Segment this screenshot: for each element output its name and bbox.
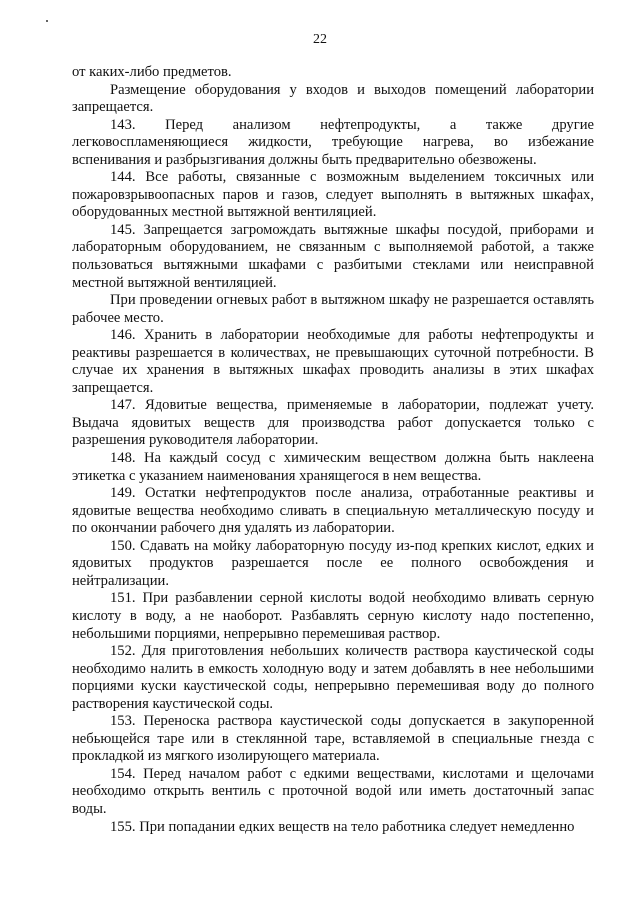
paragraph-151: 151. При разбавлении серной кислоты водой необходимо вливать серную кислоту в воду, а не наоборот. Разбавлять серную кислоту надо постепенно, небольшими порциями, непрерывно перемешивая раствор.: [72, 590, 594, 642]
paragraph-152: 152. Для приготовления небольших количеств раствора каустической соды необходимо налить в емкость холодную воду и затем добавлять в нее небольшими порциями куски каустической соды, непрерывно перемешивая воду до полного растворения каустической соды.: [72, 643, 594, 712]
paragraph-150: 150. Сдавать на мойку лабораторную посуду из-под крепких кислот, едких и ядовитых продуктов разрешается после ее полного освобождения и нейтрализации.: [72, 537, 594, 589]
paragraph-154: 154. Перед началом работ с едкими веществами, кислотами и щелочами необходимо открыть вентиль с проточной водой или иметь достаточный запас воды.: [72, 765, 594, 817]
scan-speck: [46, 20, 48, 22]
paragraph: Размещение оборудования у входов и выходов помещений лаборатории запрещается.: [72, 81, 594, 116]
paragraph-149: 149. Остатки нефтепродуктов после анализа, отработанные реактивы и ядовитые вещества необходимо сливать в специальную металлическую посуду и по окончании рабочего дня удалять из лаборатории.: [72, 485, 594, 537]
paragraph: При проведении огневых работ в вытяжном шкафу не разрешается оставлять рабочее место.: [72, 292, 594, 326]
paragraph-148: 148. На каждый сосуд с химическим веществом должна быть наклеена этикетка с указанием наименования хранящегося в нем вещества.: [72, 450, 594, 484]
paragraph-146: 146. Хранить в лаборатории необходимые для работы нефтепродукты и реактивы разрешается в количествах, не превышающих суточной потребности. В случае их хранения в вытяжных шкафах проводить анализы в этих шкафах запрещается.: [72, 327, 594, 396]
paragraph-continuation: от каких-либо предметов.: [72, 64, 232, 80]
paragraph-147: 147. Ядовитые вещества, применяемые в лаборатории, подлежат учету. Выдача ядовитых веществ для производства работ допускается только с разрешения руководителя лаборатории.: [72, 397, 594, 449]
page-number: 22: [313, 32, 327, 47]
paragraph-143: 143. Перед анализом нефтепродукты, а также другие легковоспламеняющиеся жидкости, требующие нагрева, во избежание вспенивания и разбрызгивания должны быть предварительно обезвожены.: [72, 116, 594, 168]
paragraph-155: 155. При попадании едких веществ на тело работника следует немедленно: [110, 818, 575, 835]
paragraph-144: 144. Все работы, связанные с возможным выделением токсичных или пожаровзрывоопасных паров и газов, следует выполнять в вытяжных шкафах, оборудованных местной вытяжной вентиляцией.: [72, 169, 594, 221]
paragraph-153: 153. Переноска раствора каустической соды допускается в закупоренной небьющейся таре или в стеклянной таре, вставляемой в специальные гнезда с прокладкой из мягкого изолирующего материала.: [72, 713, 594, 765]
paragraph-145: 145. Запрещается загромождать вытяжные шкафы посудой, приборами и лабораторным оборудованием, не связанным с выполняемой работой, а также пользоваться вытяжными шкафами с разбитыми стеклами или неисправной местной вытяжной вентиляцией.: [72, 221, 594, 291]
body-text: [72, 64, 594, 836]
